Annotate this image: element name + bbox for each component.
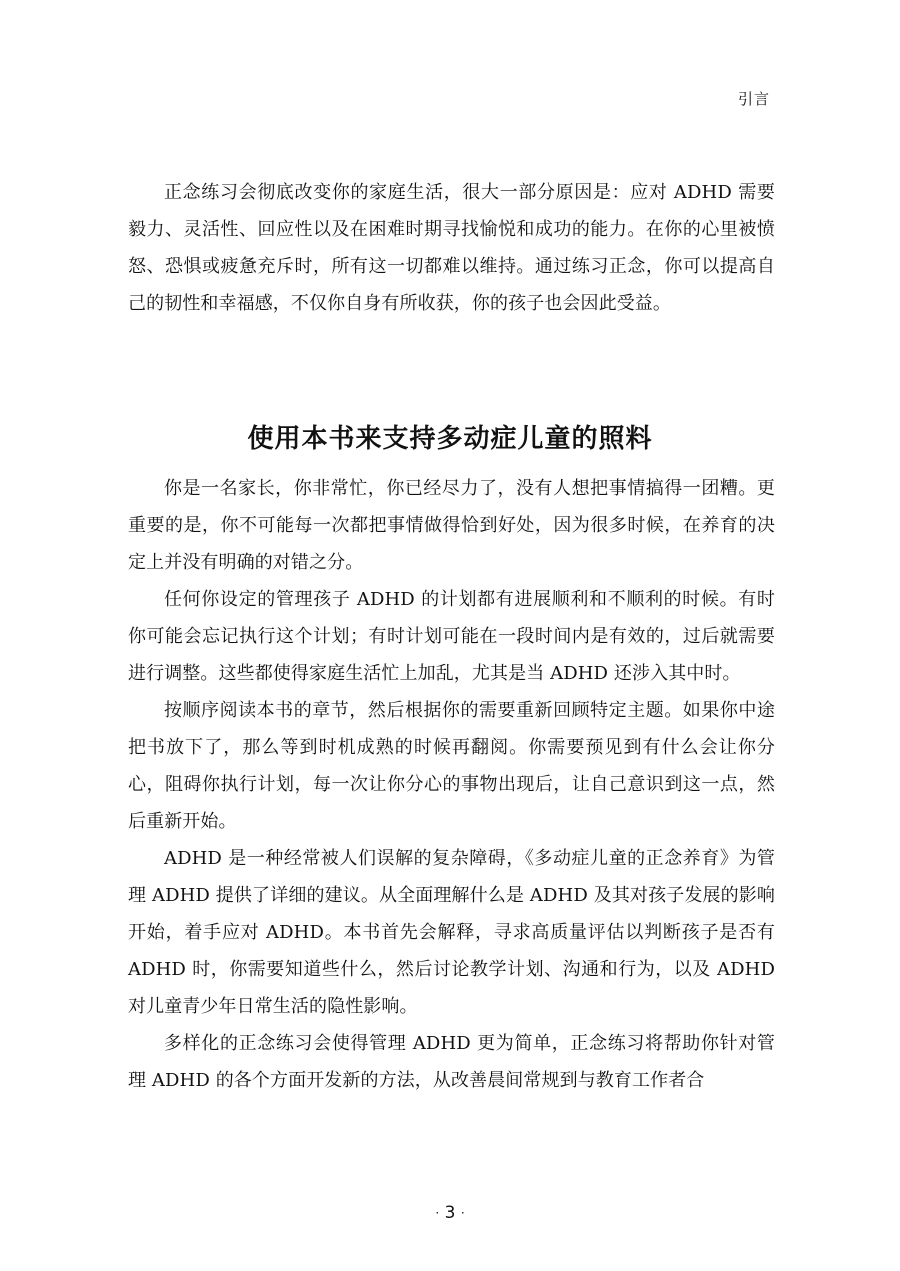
section-text <box>128 470 775 1099</box>
paragraph: 你是一名家长，你非常忙，你已经尽力了，没有人想把事情搞得一团糟。更重要的是，你不可能每一次都把事情做得恰到好处，因为很多时候，在养育的决定上并没有明确的对错之分。 <box>128 478 775 573</box>
paragraph: ADHD 是一种经常被人们误解的复杂障碍，《多动症儿童的正念养育》为管理 ADHD 提供了详细的建议。从全面理解什么是 ADHD 及其对孩子发展的影响开始，着手应对 ADHD。本书首先会解释，寻求高质量评估以判断孩子是否有 ADHD 时，你需要知道些什么，然后讨论教学计划、沟通和行为，以及 ADHD 对儿童青少年日常生活的隐性影响。 <box>128 848 775 1017</box>
page-number-value: 3 <box>444 1203 456 1223</box>
paragraph: 正念练习会彻底改变你的家庭生活，很大一部分原因是：应对 ADHD 需要毅力、灵活性、回应性以及在困难时期寻找愉悦和成功的能力。在你的心里被愤怒、恐惧或疲惫充斥时，所有这一切都难以维持。通过练习正念，你可以提高自己的韧性和幸福感，不仅你自身有所收获，你的孩子也会因此受益。 <box>128 182 775 314</box>
folio-dot-left: · <box>435 1206 440 1220</box>
page-number <box>0 1203 900 1223</box>
running-head: 引言 <box>737 90 770 108</box>
section-heading: 使用本书来支持多动症儿童的照料 <box>247 424 653 454</box>
folio-dot-right: · <box>460 1206 465 1220</box>
intro-text <box>128 174 775 322</box>
paragraph: 按顺序阅读本书的章节，然后根据你的需要重新回顾特定主题。如果你中途把书放下了，那么等到时机成熟的时候再翻阅。你需要预见到有什么会让你分心，阻碍你执行计划，每一次让你分心的事物出现后，让自己意识到这一点，然后重新开始。 <box>128 700 775 832</box>
paragraph: 多样化的正念练习会使得管理 ADHD 更为简单，正念练习将帮助你针对管理 ADHD 的各个方面开发新的方法，从改善晨间常规到与教育工作者合 <box>128 1033 775 1091</box>
paragraph: 任何你设定的管理孩子 ADHD 的计划都有进展顺利和不顺利的时候。有时你可能会忘记执行这个计划；有时计划可能在一段时间内是有效的，过后就需要进行调整。这些都使得家庭生活忙上加乱，尤其是当 ADHD 还涉入其中时。 <box>128 589 775 684</box>
